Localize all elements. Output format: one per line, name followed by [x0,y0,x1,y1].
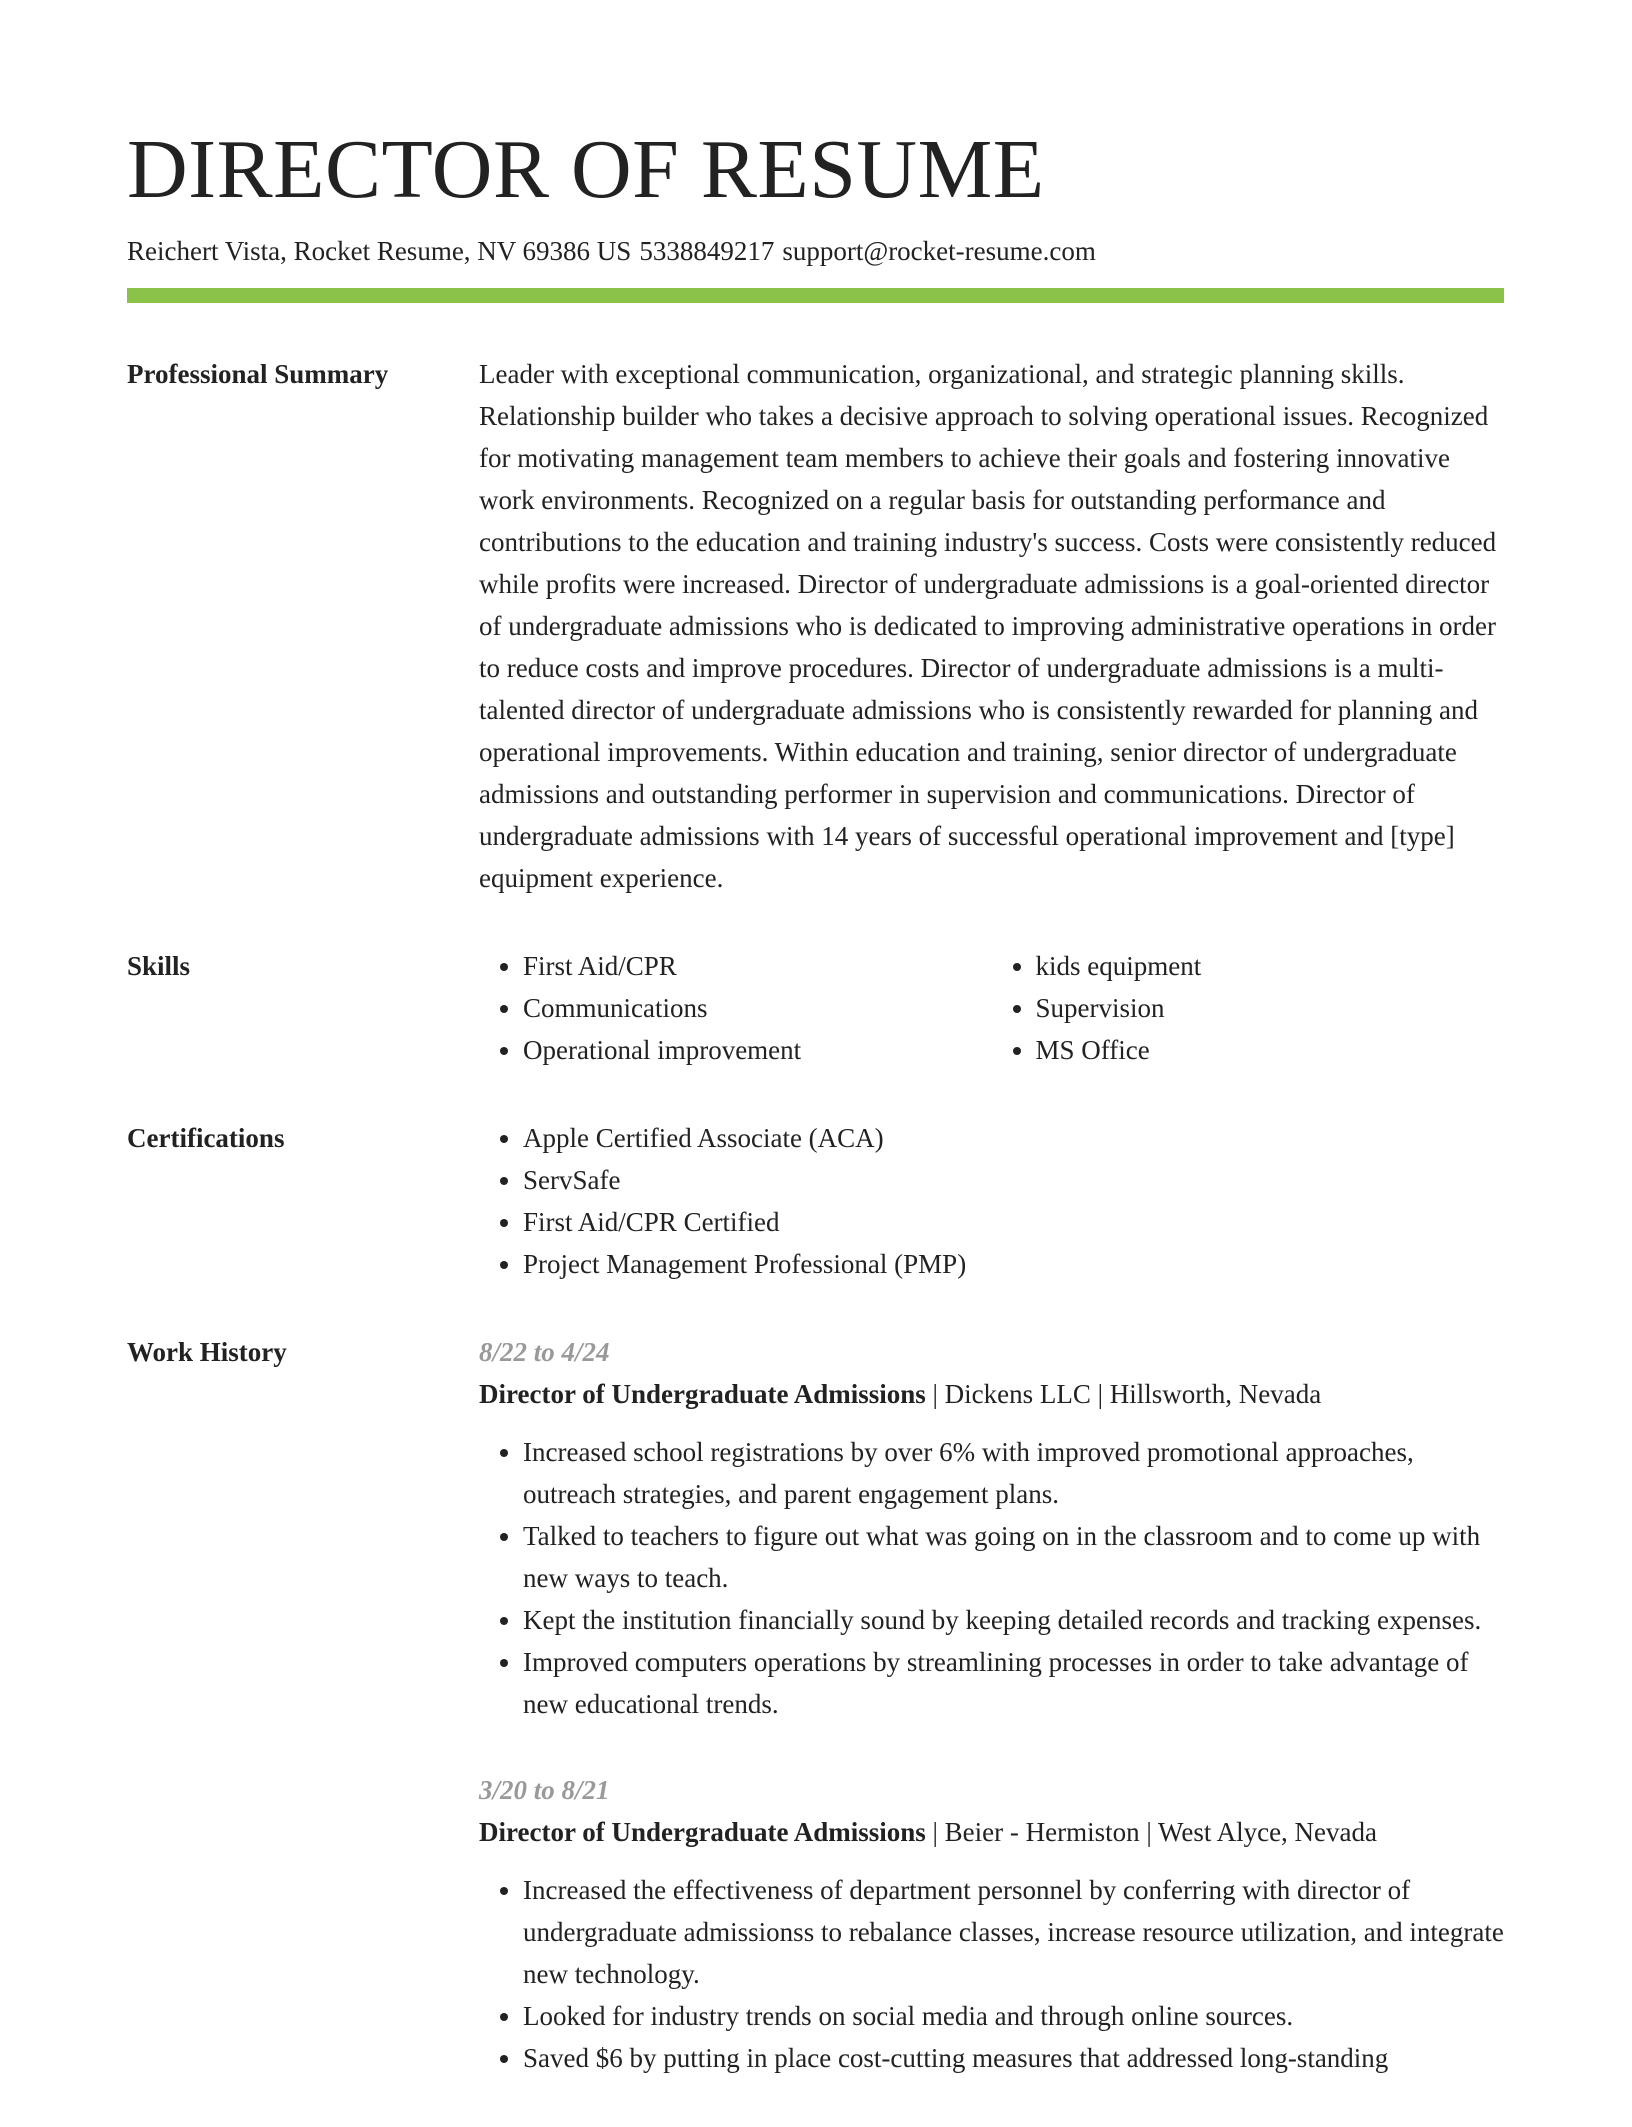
skill-item: • kids equipment [1036,945,1505,987]
job-bullet: • Increased the effectiveness of department personnel by conferring with director of undergraduate admissionss to rebalance classes, increase resource utilization, and integrate new technology. [523,1869,1504,1995]
job-bullet: • Improved computers operations by streamlining processes in order to take advantage of new educational trends. [523,1641,1504,1725]
certifications-list [479,1117,1504,1285]
section-heading-work-history: Work History [127,1337,287,1367]
contact-line [127,233,1504,269]
section-heading-summary: Professional Summary [127,359,389,389]
summary-text: Leader with exceptional communication, organizational, and strategic planning skills. Relationship builder who takes a decisive approach to solving operational issues. Recognized for motivating management team members to achieve their goals and fostering innovative work environments. Recognized on a regular basis for outstanding performance and contributions to the education and training industry's success. Costs were consistently reduced while profits were increased. Director of undergraduate admissions is a goal-oriented director of undergraduate admissions who is dedicated to improving administrative operations in order to reduce costs and improve procedures. Director of undergraduate admissions is a multi-talented director of undergraduate admissions who is consistently rewarded for planning and operational improvements. Within education and training, senior director of undergraduate admissions and outstanding performer in supervision and communications. Director of undergraduate admissions with 14 years of successful operational improvement and [type] equipment experience. [479,359,1497,893]
resume-name: DIRECTOR OF RESUME [127,123,1045,216]
summary-section [127,357,1504,899]
certifications-section [127,1121,1504,1285]
skills-list-right [992,945,1505,1071]
job-bullet: • Looked for industry trends on social media and through online sources. [523,1995,1504,2037]
job-dates: 3/20 to 8/21 [479,1775,610,1805]
section-heading-certifications: Certifications [127,1123,285,1153]
certification-item: • Apple Certified Associate (ACA) [523,1117,1504,1159]
job-title-line [479,1373,1504,1415]
job-title-line [479,1811,1504,1853]
job-title: Director of Undergraduate Admissions [479,1817,926,1847]
job-title: Director of Undergraduate Admissions [479,1379,926,1409]
work-history-section [127,1335,1504,2127]
section-heading-skills: Skills [127,951,191,981]
job-bullets [479,1869,1504,2079]
job-bullet: • Saved $6 by putting in place cost-cutting measures that addressed long-standing [523,2037,1504,2079]
skill-item: • MS Office [1036,1029,1505,1071]
skill-item: • Communications [523,987,992,1029]
certification-item: • Project Management Professional (PMP) [523,1243,1504,1285]
job-bullets [479,1431,1504,1725]
job-employer-location: | Dickens LLC | Hillsworth, Nevada [925,1379,1322,1409]
contact-address: Reichert Vista, Rocket Resume, NV 69386 US [127,236,632,266]
contact-phone: 5338849217 [639,236,775,266]
job-bullet: • Kept the institution financially sound by keeping detailed records and tracking expenses. [523,1599,1504,1641]
job-bullet: • Increased school registrations by over 6% with improved promotional approaches, outreach strategies, and parent engagement plans. [523,1431,1504,1515]
job-employer-location: | Beier - Hermiston | West Alyce, Nevada [925,1817,1378,1847]
resume-page [127,0,1504,2127]
job-dates: 8/22 to 4/24 [479,1337,610,1367]
skills-list-left [479,945,992,1071]
job-entry [479,1769,1504,2079]
accent-divider [127,288,1504,303]
skill-item: • Operational improvement [523,1029,992,1071]
certification-item: • First Aid/CPR Certified [523,1201,1504,1243]
skill-item: • First Aid/CPR [523,945,992,987]
skill-item: • Supervision [1036,987,1505,1029]
job-bullet: • Talked to teachers to figure out what was going on in the classroom and to come up with new ways to teach. [523,1515,1504,1599]
skills-section [127,949,1504,1071]
job-entry [479,1331,1504,1725]
contact-email[interactable]: support@rocket-resume.com [782,236,1096,266]
certification-item: • ServSafe [523,1159,1504,1201]
